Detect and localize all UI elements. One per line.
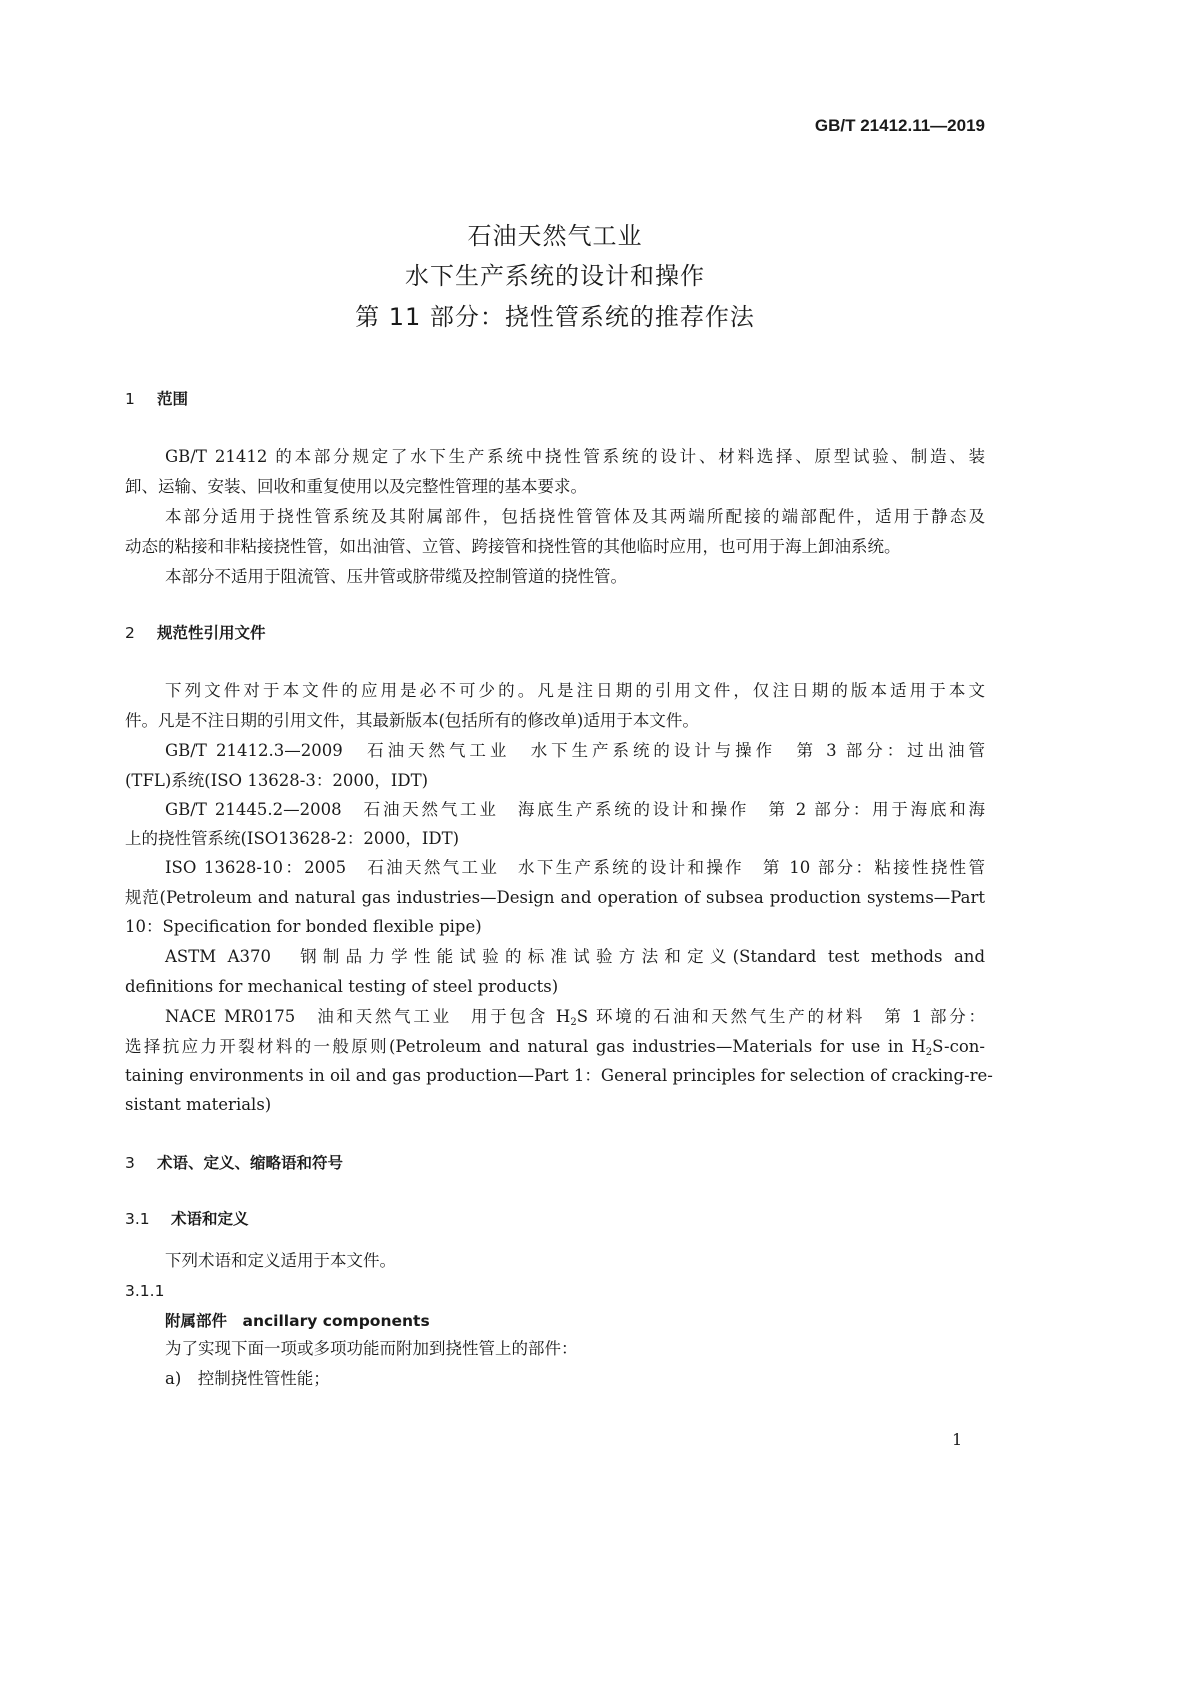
section-heading — [125, 1151, 985, 1175]
section-heading — [165, 1309, 985, 1333]
section-heading — [125, 387, 985, 411]
text-line — [125, 886, 985, 910]
text-line — [125, 475, 985, 499]
text-line — [125, 975, 985, 999]
text-line — [125, 535, 985, 559]
heading-text: 术语和定义 — [171, 1210, 249, 1228]
heading-text: 术语、定义、缩略语和符号 — [157, 1154, 344, 1172]
text-line — [165, 1249, 985, 1273]
line-text: ASTM A370 钢制品力学性能试验的标准试验方法和定义(Standard test methods and — [165, 947, 985, 966]
text-line — [165, 1005, 985, 1029]
text-line — [165, 945, 985, 969]
line-text: sistant materials) — [125, 1095, 272, 1114]
section-number: 2 — [125, 624, 135, 642]
page-number: 1 — [952, 1430, 963, 1449]
line-text: ISO 13628-10：2005 石油天然气工业 水下生产系统的设计和操作 第 10 部分：粘接性挠性管 — [165, 858, 985, 877]
line-text: (TFL)系统(ISO 13628-3：2000，IDT) — [125, 771, 429, 790]
title-line-1: 石油天然气工业 — [467, 222, 643, 250]
subscript: 2 — [570, 1017, 577, 1028]
heading-text: 范围 — [157, 390, 189, 408]
text-line — [125, 1064, 993, 1088]
line-text: taining environments in oil and gas production—Part 1：General principles for selection of cracking-re- — [125, 1066, 993, 1085]
text-segment: S 环境的石油和天然气生产的材料 第 1 部分： — [576, 1007, 985, 1026]
section-number: 3 — [125, 1154, 135, 1172]
section-heading — [125, 621, 985, 645]
text-line — [125, 1093, 985, 1117]
text-line — [125, 769, 985, 793]
title-line-3: 第 11 部分：挠性管系统的推荐作法 — [355, 303, 755, 331]
standard-number-header: GB/T 21412.11—2019 — [814, 116, 985, 135]
line-text: 为了实现下面一项或多项功能而附加到挠性管上的部件： — [165, 1339, 578, 1358]
text-line — [165, 856, 985, 880]
text-line — [125, 915, 985, 939]
heading-text: 附属部件 ancillary components — [165, 1312, 430, 1330]
line-text: 下列术语和定义适用于本文件。 — [165, 1251, 396, 1270]
section-number: 3.1.1 — [125, 1282, 165, 1300]
line-text: GB/T 21412.3—2009 石油天然气工业 水下生产系统的设计与操作 第 3 部分：过出油管 — [165, 741, 985, 760]
section-heading — [125, 1279, 985, 1303]
text-line — [125, 827, 985, 851]
line-text: 本部分不适用于阻流管、压井管或脐带缆及控制管道的挠性管。 — [165, 567, 627, 586]
text-line — [165, 739, 985, 763]
text-line — [165, 798, 985, 822]
line-text: GB/T 21412 的本部分规定了水下生产系统中挠性管系统的设计、材料选择、原型试验、制造、装 — [165, 447, 985, 466]
text-line — [165, 445, 985, 469]
text-line — [165, 1367, 985, 1391]
line-text: 本部分适用于挠性管系统及其附属部件，包括挠性管管体及其两端所配接的端部配件，适用于静态及 — [165, 507, 985, 526]
line-text: 件。凡是不注日期的引用文件，其最新版本(包括所有的修改单)适用于本文件。 — [125, 711, 699, 730]
text-line — [125, 709, 985, 733]
text-line — [165, 565, 985, 589]
line-text: 下列文件对于本文件的应用是必不可少的。凡是注日期的引用文件，仅注日期的版本适用于本文 — [165, 681, 985, 700]
text-segment: S-con- — [932, 1037, 985, 1056]
text-line — [165, 1337, 985, 1361]
line-text: 动态的粘接和非粘接挠性管，如出油管、立管、跨接管和挠性管的其他临时应用，也可用于海上卸油系统。 — [125, 537, 901, 556]
line-text: 规范(Petroleum and natural gas industries—Design and operation of subsea production systems—Part — [125, 888, 985, 907]
section-number: 3.1 — [125, 1210, 150, 1228]
text-segment: NACE MR0175 油和天然气工业 用于包含 H — [165, 1007, 571, 1026]
heading-text: 规范性引用文件 — [157, 624, 266, 642]
line-text: GB/T 21445.2—2008 石油天然气工业 海底生产系统的设计和操作 第 2 部分：用于海底和海 — [165, 800, 985, 819]
text-segment: 选择抗应力开裂材料的一般原则(Petroleum and natural gas industries—Materials for use in H — [125, 1037, 926, 1056]
line-text: definitions for mechanical testing of steel products) — [125, 977, 559, 996]
section-number: 1 — [125, 390, 135, 408]
line-text: 上的挠性管系统(ISO13628-2：2000，IDT) — [125, 829, 460, 848]
text-line — [165, 679, 985, 703]
line-text: 卸、运输、安装、回收和重复使用以及完整性管理的基本要求。 — [125, 477, 587, 496]
line-text: a) 控制挠性管性能； — [165, 1369, 330, 1388]
line-text: 10：Specification for bonded flexible pipe) — [125, 917, 482, 936]
text-line — [125, 1035, 985, 1059]
subscript: 2 — [925, 1047, 933, 1058]
text-line — [165, 505, 985, 529]
title-line-2: 水下生产系统的设计和操作 — [405, 262, 705, 290]
section-heading — [125, 1207, 985, 1231]
